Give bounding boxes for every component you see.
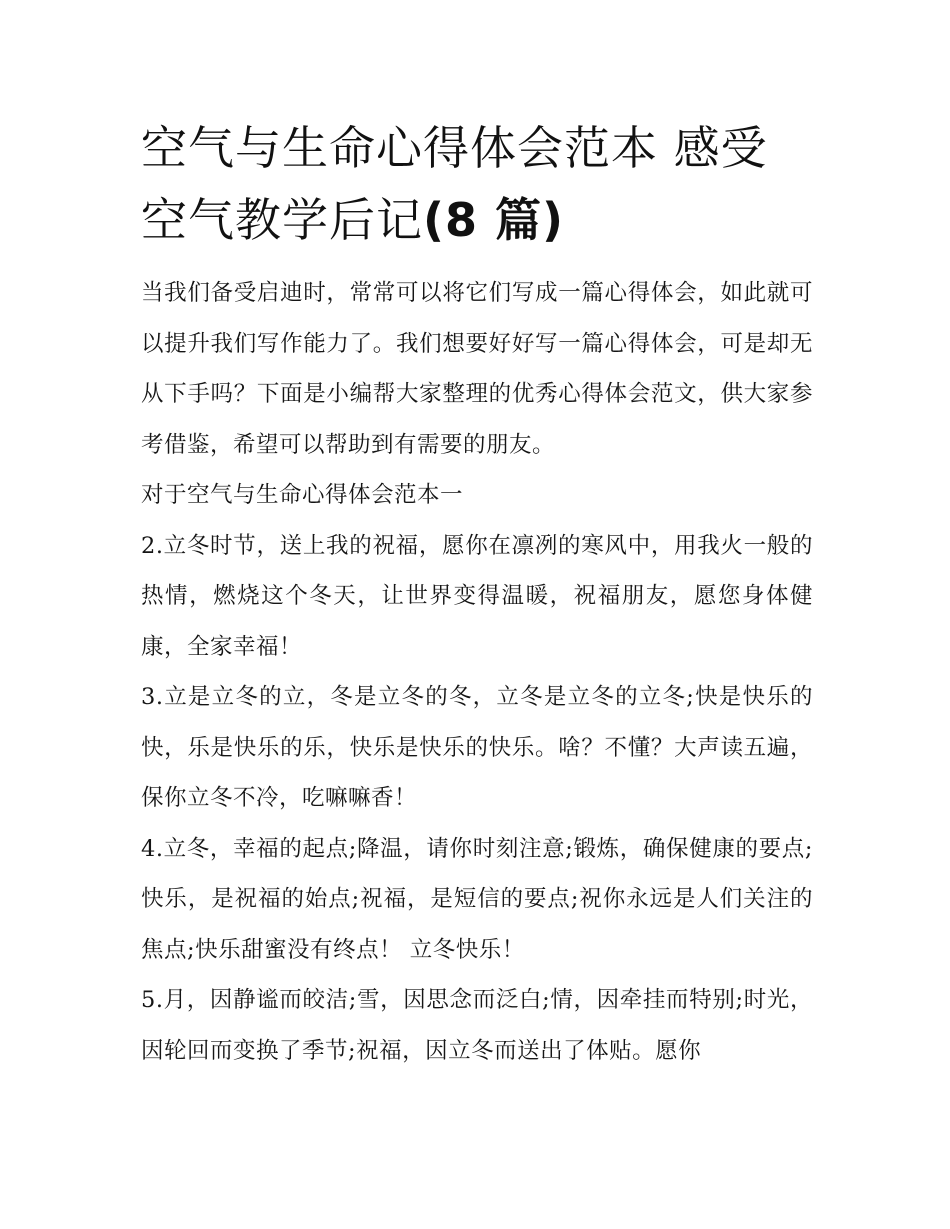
paragraph-item-4: 4.立冬，幸福的起点;降温，请你时刻注意;锻炼，确保健康的要点;快乐，是祝福的始点;祝福，是短信的要点;祝你永远是人们关注的焦点;快乐甜蜜没有终点！ 立冬快乐！ xyxy=(141,835,813,963)
title-line-1: 空气与生命心得体会范本 感受 xyxy=(141,121,768,175)
intro-paragraph: 当我们备受启迪时，常常可以将它们写成一篇心得体会，如此就可以提升我们写作能力了。我们想要好好写一篇心得体会，可是却无从下手吗？下面是小编帮大家整理的优秀心得体会范文，供大家参考借鉴，希望可以帮助到有需要的朋友。 xyxy=(141,280,813,458)
paragraph-item-3: 3.立是立冬的立，冬是立冬的冬，立冬是立冬的立冬;快是快乐的快，乐是快乐的乐，快乐是快乐的快乐。啥？不懂？大声读五遍，保你立冬不冷，吃嘛嘛香！ xyxy=(141,684,813,811)
title-line-2: 空气教学后记 xyxy=(141,193,423,247)
title-article-count: (8 篇) xyxy=(423,193,565,247)
section-heading: 对于空气与生命心得体会范本一 xyxy=(141,482,464,508)
document-title xyxy=(141,112,813,256)
paragraph-item-2: 2.立冬时节，送上我的祝福，愿你在凛冽的寒风中，用我火一般的热情，燃烧这个冬天，让世界变得温暖，祝福朋友，愿您身体健康，全家幸福！ xyxy=(141,532,813,660)
paragraph-item-5: 5.月，因静谧而皎洁;雪，因思念而泛白;情，因牵挂而特别;时光，因轮回而变换了季节;祝福，因立冬而送出了体贴。愿你 xyxy=(141,987,813,1064)
document-body xyxy=(141,112,813,1076)
